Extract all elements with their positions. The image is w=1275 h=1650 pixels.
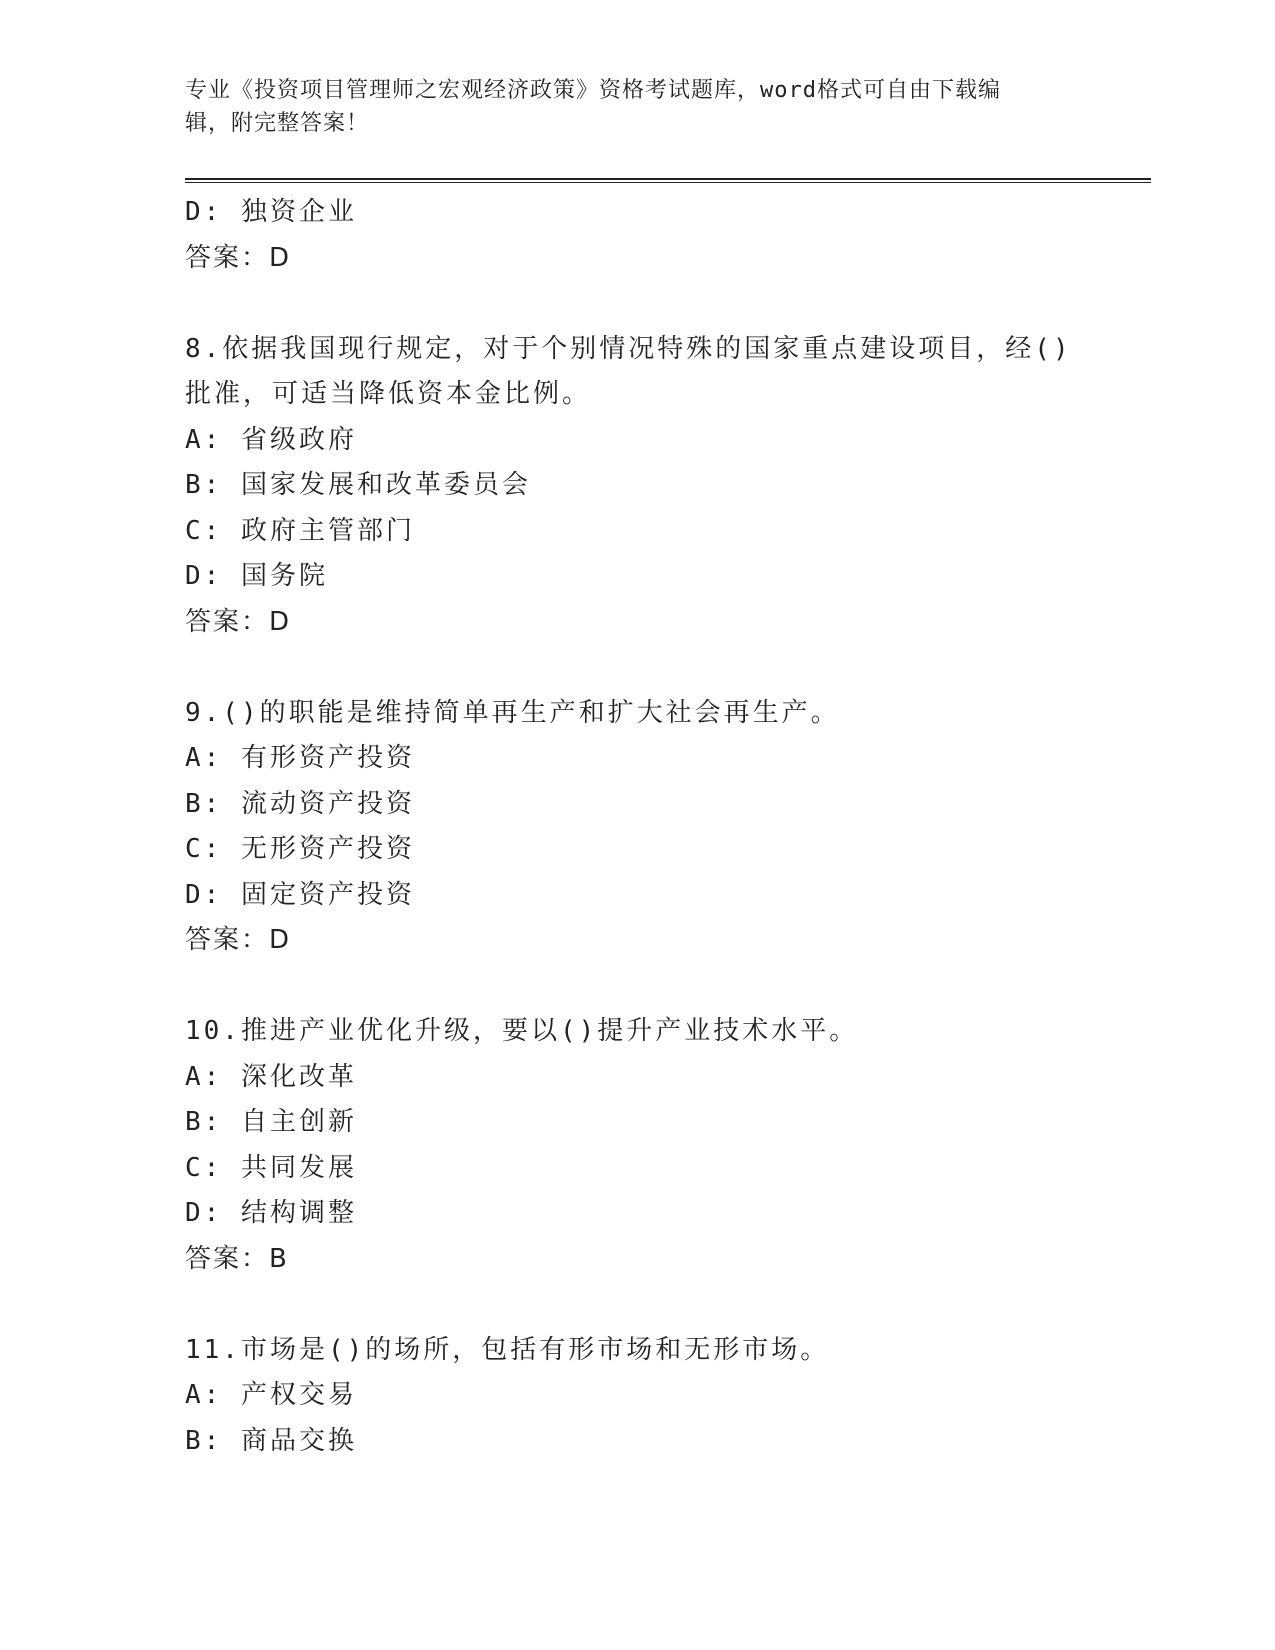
option-d: D: 国务院 [185,561,328,591]
option-a: A: 产权交易 [185,1380,357,1410]
option-b: B: 流动资产投资 [185,788,415,819]
option-d: D: 独资企业 [185,197,357,227]
question-stem: 10.推进产业优化升级，要以()提升产业技术水平。 [185,1016,859,1046]
header-line-2: 辑，附完整答案！ [185,111,370,136]
option-d: D: 结构调整 [185,1198,357,1228]
answer-line: 答案：B [185,1243,289,1274]
header-divider-thin [185,182,1151,183]
question-8 [185,327,1072,646]
option-b: B: 商品交换 [185,1425,357,1456]
question-stem: 9.()的职能是维持简单再生产和扩大社会再生产。 [185,697,840,728]
question-stem: 11.市场是()的场所，包括有形市场和无形市场。 [185,1334,830,1365]
question-7-continuation [185,190,1065,281]
answer-line: 答案：D [185,925,292,955]
question-list [185,190,1072,1464]
option-c: C: 共同发展 [185,1152,357,1183]
question-10 [185,1009,1065,1282]
document-header [185,74,1085,140]
spacer [185,645,1065,691]
option-a: A: 深化改革 [185,1061,357,1092]
option-a: A: 有形资产投资 [185,743,415,773]
spacer [185,281,1065,327]
answer-line: 答案：D [185,242,292,273]
option-d: D: 固定资产投资 [185,879,415,910]
option-c: C: 政府主管部门 [185,515,415,546]
question-stem-continued: 批准，可适当降低资本金比例。 [185,379,592,409]
question-stem: 8.依据我国现行规定，对于个别情况特殊的国家重点建设项目，经() [185,333,1072,364]
spacer [185,1282,1065,1328]
question-11 [185,1328,1065,1465]
spacer [185,964,1065,1010]
option-a: A: 省级政府 [185,424,357,455]
option-b: B: 国家发展和改革委员会 [185,470,531,500]
option-c: C: 无形资产投资 [185,834,415,864]
header-divider [185,178,1151,180]
answer-line: 答案：D [185,606,292,637]
header-line-1: 专业《投资项目管理师之宏观经济政策》资格考试题库，word格式可自由下载编 [185,78,1001,103]
option-b: B: 自主创新 [185,1107,357,1137]
question-9 [185,691,1065,964]
